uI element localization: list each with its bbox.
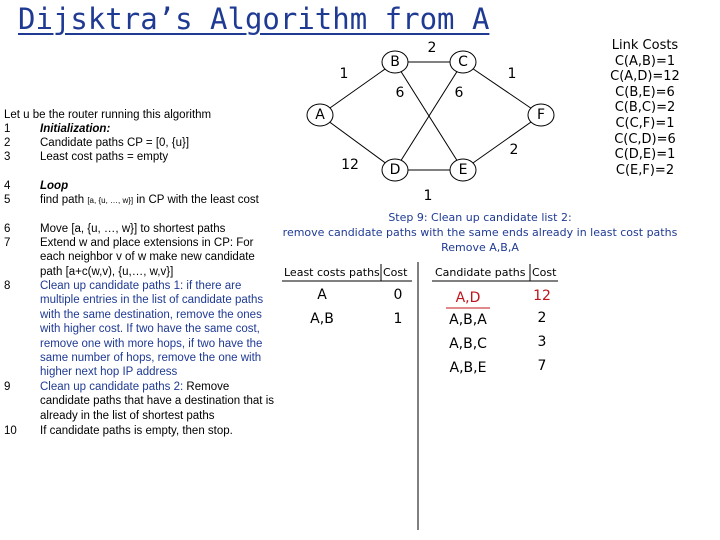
candidate-cost: 7 [537, 358, 547, 374]
edge-e-f [463, 115, 541, 170]
algorithm-line-1: Initialization: [40, 123, 111, 135]
edge-cost-a-b: 1 [339, 66, 349, 82]
algorithm-intro: Let u be the router running this algorithm [4, 109, 212, 121]
least-cost-value: 0 [393, 287, 403, 303]
link-cost-item: C(A,B)=1 [614, 53, 676, 69]
line-number: 2 [4, 137, 11, 149]
least-costs-header-paths: Least costs paths [284, 266, 380, 279]
link-costs-heading: Link Costs [611, 38, 679, 53]
least-cost-path: A,B [310, 311, 334, 327]
link-costs-list [602, 38, 688, 178]
edge-cost-b-c: 2 [427, 40, 437, 56]
link-cost-item: C(C,D)=6 [614, 131, 676, 147]
edge-c-f [463, 62, 541, 115]
candidates-header-cost: Cost [532, 266, 557, 279]
candidate-path: A,B,E [449, 360, 487, 376]
line-number: 5 [4, 194, 11, 206]
algorithm-line-4: Loop [40, 180, 69, 192]
algorithm-line-10: If candidate paths is empty, then stop. [40, 425, 233, 437]
line-number: 9 [4, 381, 11, 393]
candidate-cost: 3 [537, 334, 547, 350]
candidate-path-highlighted: A,D [455, 290, 481, 306]
line-number: 10 [4, 425, 17, 437]
link-cost-item: C(E,F)=2 [615, 162, 675, 178]
node-label-f: F [536, 107, 546, 123]
algorithm-line-9 [40, 380, 276, 423]
least-cost-value: 1 [393, 311, 403, 327]
line-number: 4 [4, 180, 11, 192]
step-title: Step 9: Clean up candidate list 2: [388, 211, 572, 224]
edge-cost-d-e: 1 [423, 188, 433, 204]
algorithm-line-3: Least cost paths = empty [40, 151, 169, 163]
node-label-d: D [389, 162, 401, 178]
link-cost-item: C(B,E)=6 [615, 84, 675, 100]
least-cost-path: A [317, 287, 327, 303]
candidate-path: A,B,C [449, 336, 487, 352]
candidate-cost: 2 [537, 310, 547, 326]
algorithm-line-6: Move [a, {u, …, w}] to shortest paths [40, 223, 226, 235]
edge-cost-e-f: 2 [509, 142, 519, 158]
algorithm-line-7: Extend w and place extensions in CP: For each neighbor v of w make new candidate path [a+c(w,v), {u,…, w,v}] [40, 237, 255, 278]
line-number: 7 [4, 237, 11, 249]
algorithm-line-9-rest: Remove candidate paths that have a destination that is already in the list of shortest paths [40, 381, 274, 422]
line-number: 8 [4, 280, 11, 292]
step-action: Remove A,B,A [441, 241, 519, 254]
node-label-b: B [390, 54, 400, 70]
line-number: 3 [4, 151, 11, 163]
edge-cost-c-d: 6 [454, 85, 464, 101]
candidates-header-paths: Candidate paths [435, 266, 526, 279]
step-description [280, 210, 680, 255]
step-rule: remove candidate paths with the same ends already in least cost paths [282, 226, 678, 239]
algorithm-text [0, 108, 282, 448]
node-label-a: A [315, 107, 325, 123]
candidate-path: A,B,A [449, 312, 487, 328]
algorithm-line-9-heading: Clean up candidate paths 2: [40, 381, 187, 393]
link-cost-item: C(D,E)=1 [614, 147, 676, 163]
line-number: 1 [4, 123, 11, 135]
edge-cost-b-e: 6 [395, 85, 405, 101]
algorithm-line-5-pre: find path [40, 194, 88, 206]
node-label-c: C [458, 54, 468, 70]
algorithm-line-8: Clean up candidate paths 1: if there are multiple entries in the list of candidate paths with the same destination, remove the ones with higher cost. If two have the same cost, remove one with more hops, if two have the same number of hops, remove the one with higher next hop IP address [40, 280, 264, 379]
edge-a-b [320, 62, 395, 115]
line-number: 6 [4, 223, 11, 235]
candidate-cost-highlighted: 12 [533, 288, 551, 304]
network-graph [290, 38, 580, 208]
node-label-e: E [458, 162, 468, 178]
edge-cost-c-f: 1 [507, 66, 517, 82]
algorithm-line-2: Candidate paths CP = [0, {u}] [40, 137, 190, 149]
algorithm-line-5-path: [a, {u, …, w}] [87, 196, 134, 205]
highlight-marks [420, 290, 560, 330]
least-costs-header-cost: Cost [383, 266, 408, 279]
link-cost-item: C(B,C)=2 [614, 100, 676, 116]
algorithm-line-5 [40, 193, 276, 208]
edge-cost-a-d: 12 [341, 157, 359, 173]
link-cost-item: C(A,D)=12 [610, 69, 680, 85]
link-cost-item: C(C,F)=1 [615, 115, 675, 131]
page-title: Dijsktra’s Algorithm from A [18, 2, 490, 36]
algorithm-line-5-post: in CP with the least cost [133, 194, 259, 206]
